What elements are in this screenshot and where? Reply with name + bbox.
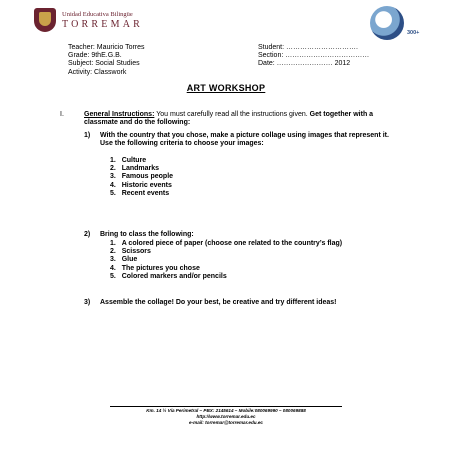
list-item-text: Colored markers and/or pencils [121, 272, 227, 280]
section-line: Section: ……………………………… [258, 52, 370, 60]
list-item-text: Scissors [121, 248, 151, 256]
list-item [110, 190, 173, 198]
school-name-line1: Unidad Educativa Bilingüe [62, 11, 133, 18]
footer-address: Km. 14 ½ Vía Perimetral – PBX: 2145614 – Mobile:080069990 – 080069888 [146, 408, 306, 413]
item-1-number: 1) [84, 132, 91, 139]
general-instructions [84, 111, 404, 128]
certification-logo-icon [370, 6, 404, 40]
grade-line: Grade: 9thE.G.B. [68, 52, 122, 60]
item-2-number: 2) [84, 231, 91, 238]
crest-shield-icon [39, 12, 51, 26]
list-item [110, 248, 342, 256]
list-item-text: The pictures you chose [121, 264, 200, 272]
list-item [110, 165, 173, 173]
page-title: ART WORKSHOP [186, 83, 266, 93]
list-item [110, 173, 173, 181]
certification-label: 300+ [407, 30, 420, 36]
list-item-number: 3. [110, 256, 116, 264]
list-item-number: 4. [110, 181, 116, 189]
general-instructions-text: You must carefully read all the instructions given. [154, 111, 310, 118]
item-3-text: Assemble the collage! Do your best, be creative and try different ideas! [100, 299, 337, 306]
list-item-text: Landmarks [121, 165, 160, 173]
list-item [110, 273, 342, 281]
list-item-text: Historic events [121, 181, 172, 189]
list-item-text: Culture [121, 157, 147, 164]
list-item-number: 3. [110, 173, 116, 181]
section-number: I. [60, 111, 64, 118]
school-name-line2: TORREMAR [62, 19, 143, 30]
list-item [110, 240, 342, 248]
info-right [258, 44, 369, 69]
subject-line: Subject: Social Studies [68, 60, 140, 68]
list-item-number: 5. [110, 189, 116, 197]
student-line: Student: …………………………. [258, 44, 358, 51]
list-item-number: 2. [110, 248, 116, 256]
list-item-number: 4. [110, 264, 116, 272]
list-item-number: 1. [110, 240, 116, 247]
item-1-text: With the country that you chose, make a picture collage using images that represent it. Use the following criteria to choose your images: [100, 132, 389, 148]
list-item [110, 157, 173, 165]
list-item [110, 265, 342, 273]
footer-divider [110, 406, 342, 407]
item-3-number: 3) [84, 299, 91, 306]
activity-line: Activity: Classwork [68, 68, 127, 76]
list-item-number: 1. [110, 157, 116, 164]
info-left [68, 44, 145, 77]
list-item-text: Famous people [121, 173, 174, 181]
general-instructions-heading: General Instructions: [84, 111, 155, 118]
date-line: Date: …………………… 2012 [258, 60, 351, 68]
list-item [110, 256, 342, 264]
list-item-number: 2. [110, 165, 116, 173]
list-item [110, 182, 173, 190]
list-item-number: 5. [110, 272, 116, 280]
footer-website-link[interactable]: http://www.torremar.edu.ec [196, 414, 256, 419]
footer-email-link[interactable]: e-mail: torremar@torremar.edu.ec [189, 420, 263, 425]
item-1-list [110, 157, 173, 198]
list-item-text: Recent events [121, 189, 170, 197]
list-item-text: Glue [121, 256, 138, 264]
list-item-text: A colored piece of paper (choose one related to the country’s flag) [121, 240, 343, 247]
item-2-text: Bring to class the following: [100, 231, 194, 238]
general-instructions-bold: Get together with a classmate and do the following: [84, 111, 374, 127]
item-2-list [110, 240, 342, 281]
teacher-line: Teacher: Mauricio Torres [68, 44, 145, 51]
